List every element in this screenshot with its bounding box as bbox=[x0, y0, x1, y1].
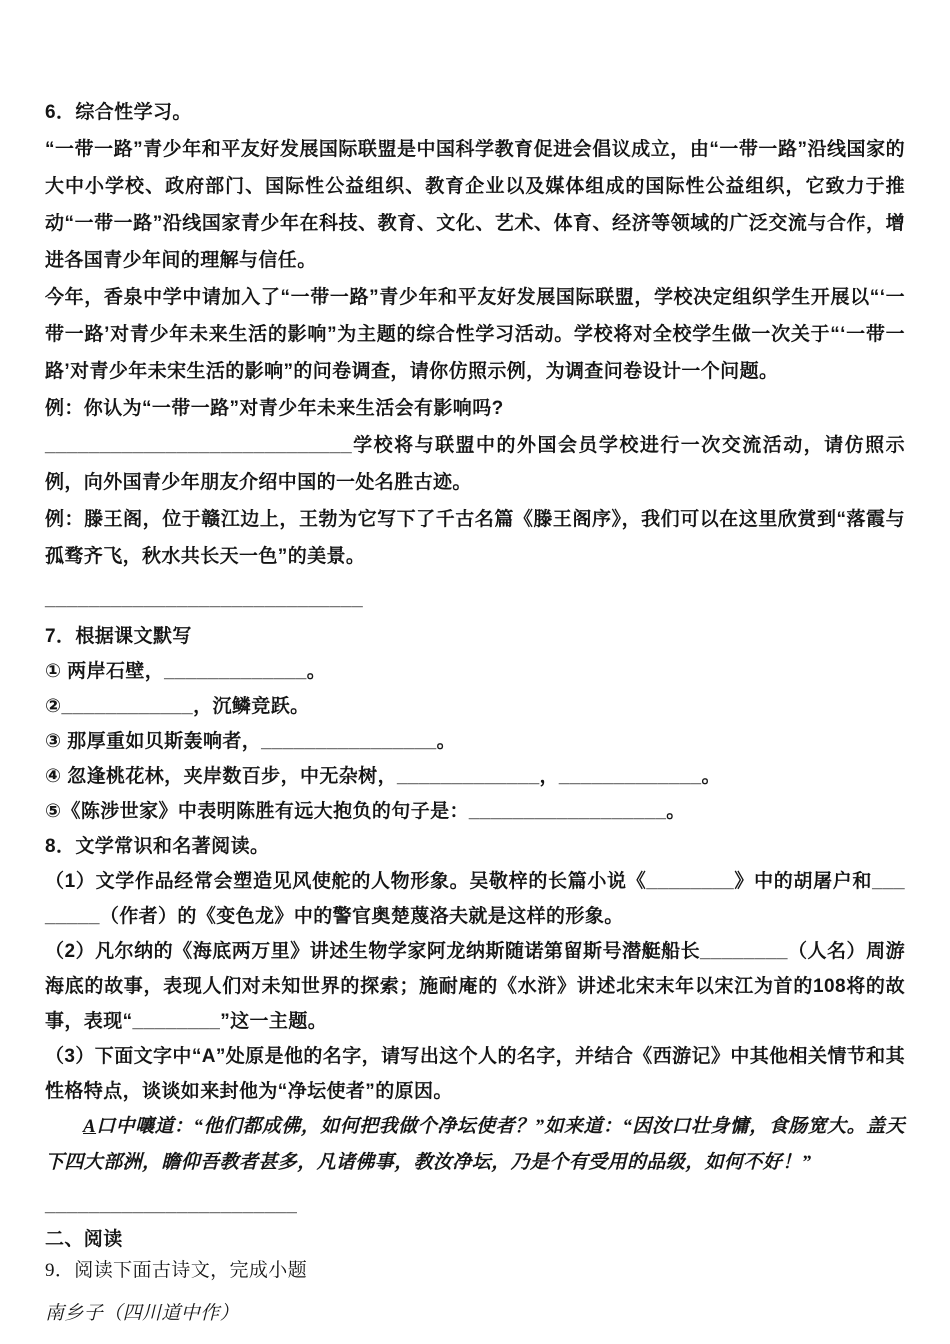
q8-quote-passage bbox=[45, 1109, 905, 1181]
q7-item-3: ③ 那厚重如贝斯轰响者，________________。 bbox=[45, 731, 457, 752]
q8-part-2: （2）凡尔纳的《海底两万里》讲述生物学家阿龙纳斯随诺第留斯号潜艇船长________（人名）周游海底的故事，表现人们对未知世界的探索；施耐庵的《水浒》讲述北宋末年以宋江为首的108将的故事，表现“________”这一主题。 bbox=[45, 941, 905, 1032]
q7-item-4: ④ 忽逢桃花林，夹岸数百步，中无杂树，_____________，_____________。 bbox=[45, 766, 721, 787]
q7-item-5: ⑤《陈涉世家》中表明陈胜有远大抱负的句子是：__________________。 bbox=[45, 801, 686, 822]
question-7-header: 7．根据课文默写 bbox=[45, 626, 192, 647]
poem-title: 南乡子（四川道中作） bbox=[45, 1303, 240, 1324]
q8-part-1: （1）文学作品经常会塑造见风使舵的人物形象。吴敬梓的长篇小说《________》中的胡屠户和________（作者）的《变色龙》中的警官奥楚蔑洛夫就是这样的形象。 bbox=[45, 871, 905, 927]
q7-item-1: ① 两岸石壁，_____________。 bbox=[45, 661, 327, 682]
q6-answer-blank-line: _____________________________ bbox=[45, 589, 364, 610]
quote-text: 口中嚷道：“他们都成佛，如何把我做个净坛使者？”如来道：“因汝口壮身慵，食肠宽大。盖天下四大部洲，瞻仰吾教者甚多，凡诸佛事，教汝净坛，乃是个有受用的品级，如何不好！” bbox=[45, 1116, 905, 1173]
q8-part-3: （3）下面文字中“A”处原是他的名字，请写出这个人的名字，并结合《西游记》中其他相关情节和其性格特点，谈谈如来封他为“净坛使者”的原因。 bbox=[45, 1046, 905, 1102]
q6-blank-and-exchange-task: ____________________________学校将与联盟中的外国会员学校进行一次交流活动，请仿照示例，向外国青少年朋友介绍中国的一处名胜古迹。 bbox=[45, 435, 905, 493]
q6-intro-paragraph: “一带一路”青少年和平友好发展国际联盟是中国科学教育促进会倡议成立，由“一带一路”沿线国家的大中小学校、政府部门、国际性公益组织、教育企业以及媒体组成的国际性公益组织，它致力于推动“一带一路”沿线国家青少年在科技、教育、文化、艺术、体育、经济等领域的广泛交流与合作，增进各国青少年间的理解与信任。 bbox=[45, 139, 905, 271]
q6-example-question: 例：你认为“一带一路”对青少年未来生活会有影响吗? bbox=[45, 398, 504, 419]
question-6-header: 6．综合性学习。 bbox=[45, 102, 192, 123]
question-9-header: 9．阅读下面古诗文，完成小题 bbox=[45, 1260, 308, 1281]
q7-item-2: ②____________，沉鳞竞跃。 bbox=[45, 696, 310, 717]
section-2-header: 二、阅读 bbox=[45, 1229, 123, 1250]
q6-example-landmark: 例：滕王阁，位于赣江边上，王勃为它写下了千古名篇《滕王阁序》，我们可以在这里欣赏到“落霞与孤骛齐飞，秋水共长天一色”的美景。 bbox=[45, 509, 905, 567]
q8-answer-blank-line: _______________________ bbox=[45, 1195, 298, 1216]
q6-task-paragraph: 今年，香泉中学中请加入了“一带一路”青少年和平友好发展国际联盟，学校决定组织学生开展以“‘一带一路’对青少年未来生活的影响”为主题的综合性学习活动。学校将对全校学生做一次关于“‘一带一路’对青少年未宋生活的影响”的问卷调查，请你仿照示例，为调查问卷设计一个问题。 bbox=[45, 287, 905, 382]
question-8-header: 8．文学常识和名著阅读。 bbox=[45, 836, 270, 857]
quote-character-a: A bbox=[83, 1116, 97, 1137]
